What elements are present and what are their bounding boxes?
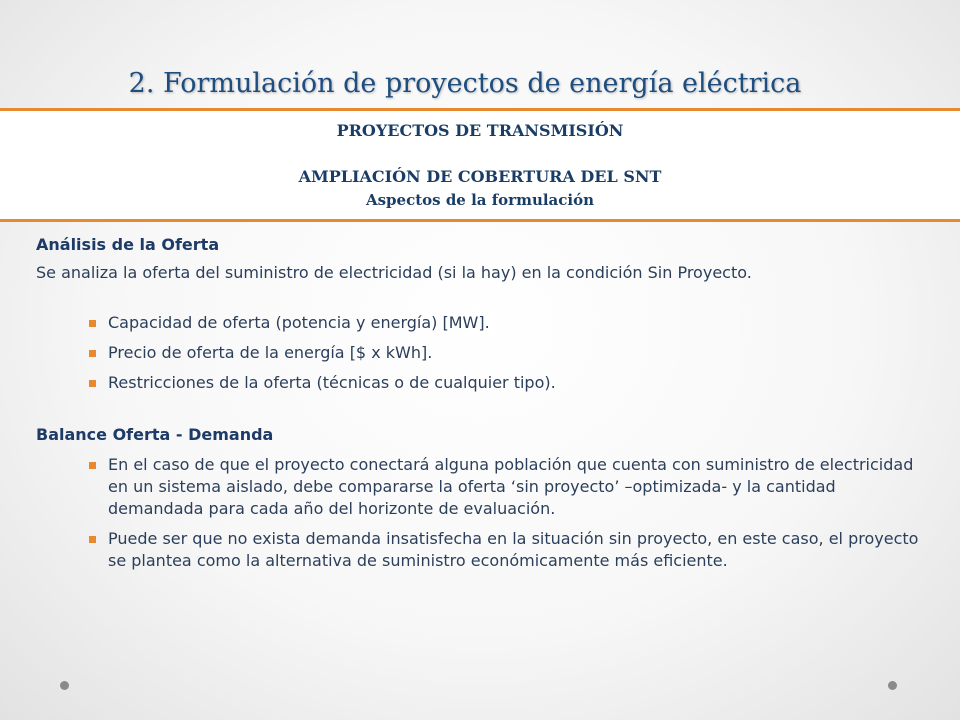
paragraph-oferta: Se analiza la oferta del suministro de electricidad (si la hay) en la condición Sin Proyecto. xyxy=(36,263,752,282)
header-band xyxy=(0,108,960,222)
balance-list xyxy=(36,454,926,572)
list-item: Puede ser que no exista demanda insatisfecha en la situación sin proyecto, en este caso, el proyecto se plantea como la alternativa de suministro económicamente más eficiente. xyxy=(36,528,926,572)
slide-title: 2. Formulación de proyectos de energía eléctrica xyxy=(128,68,802,99)
list-item: Restricciones de la oferta (técnicas o de cualquier tipo). xyxy=(36,372,926,394)
oferta-list xyxy=(36,312,926,394)
band-line-aspectos: Aspectos de la formulación xyxy=(365,191,595,209)
heading-balance: Balance Oferta - Demanda xyxy=(36,425,274,444)
heading-analisis-oferta: Análisis de la Oferta xyxy=(36,235,220,254)
list-item: Capacidad de oferta (potencia y energía) [MW]. xyxy=(36,312,926,334)
band-line-cobertura: AMPLIACIÓN DE COBERTURA DEL SNT xyxy=(298,167,662,186)
band-line-transmision: PROYECTOS DE TRANSMISIÓN xyxy=(336,121,624,140)
slide-content xyxy=(36,234,926,572)
list-item: En el caso de que el proyecto conectará alguna población que cuenta con suministro de electricidad en un sistema aislado, debe compararse la oferta ‘sin proyecto’ –optimizada- y la cantidad demandada para cada año del horizonte de evaluación. xyxy=(36,454,926,520)
list-item: Precio de oferta de la energía [$ x kWh]. xyxy=(36,342,926,364)
decorative-dot-left xyxy=(60,681,69,690)
decorative-dot-right xyxy=(888,681,897,690)
